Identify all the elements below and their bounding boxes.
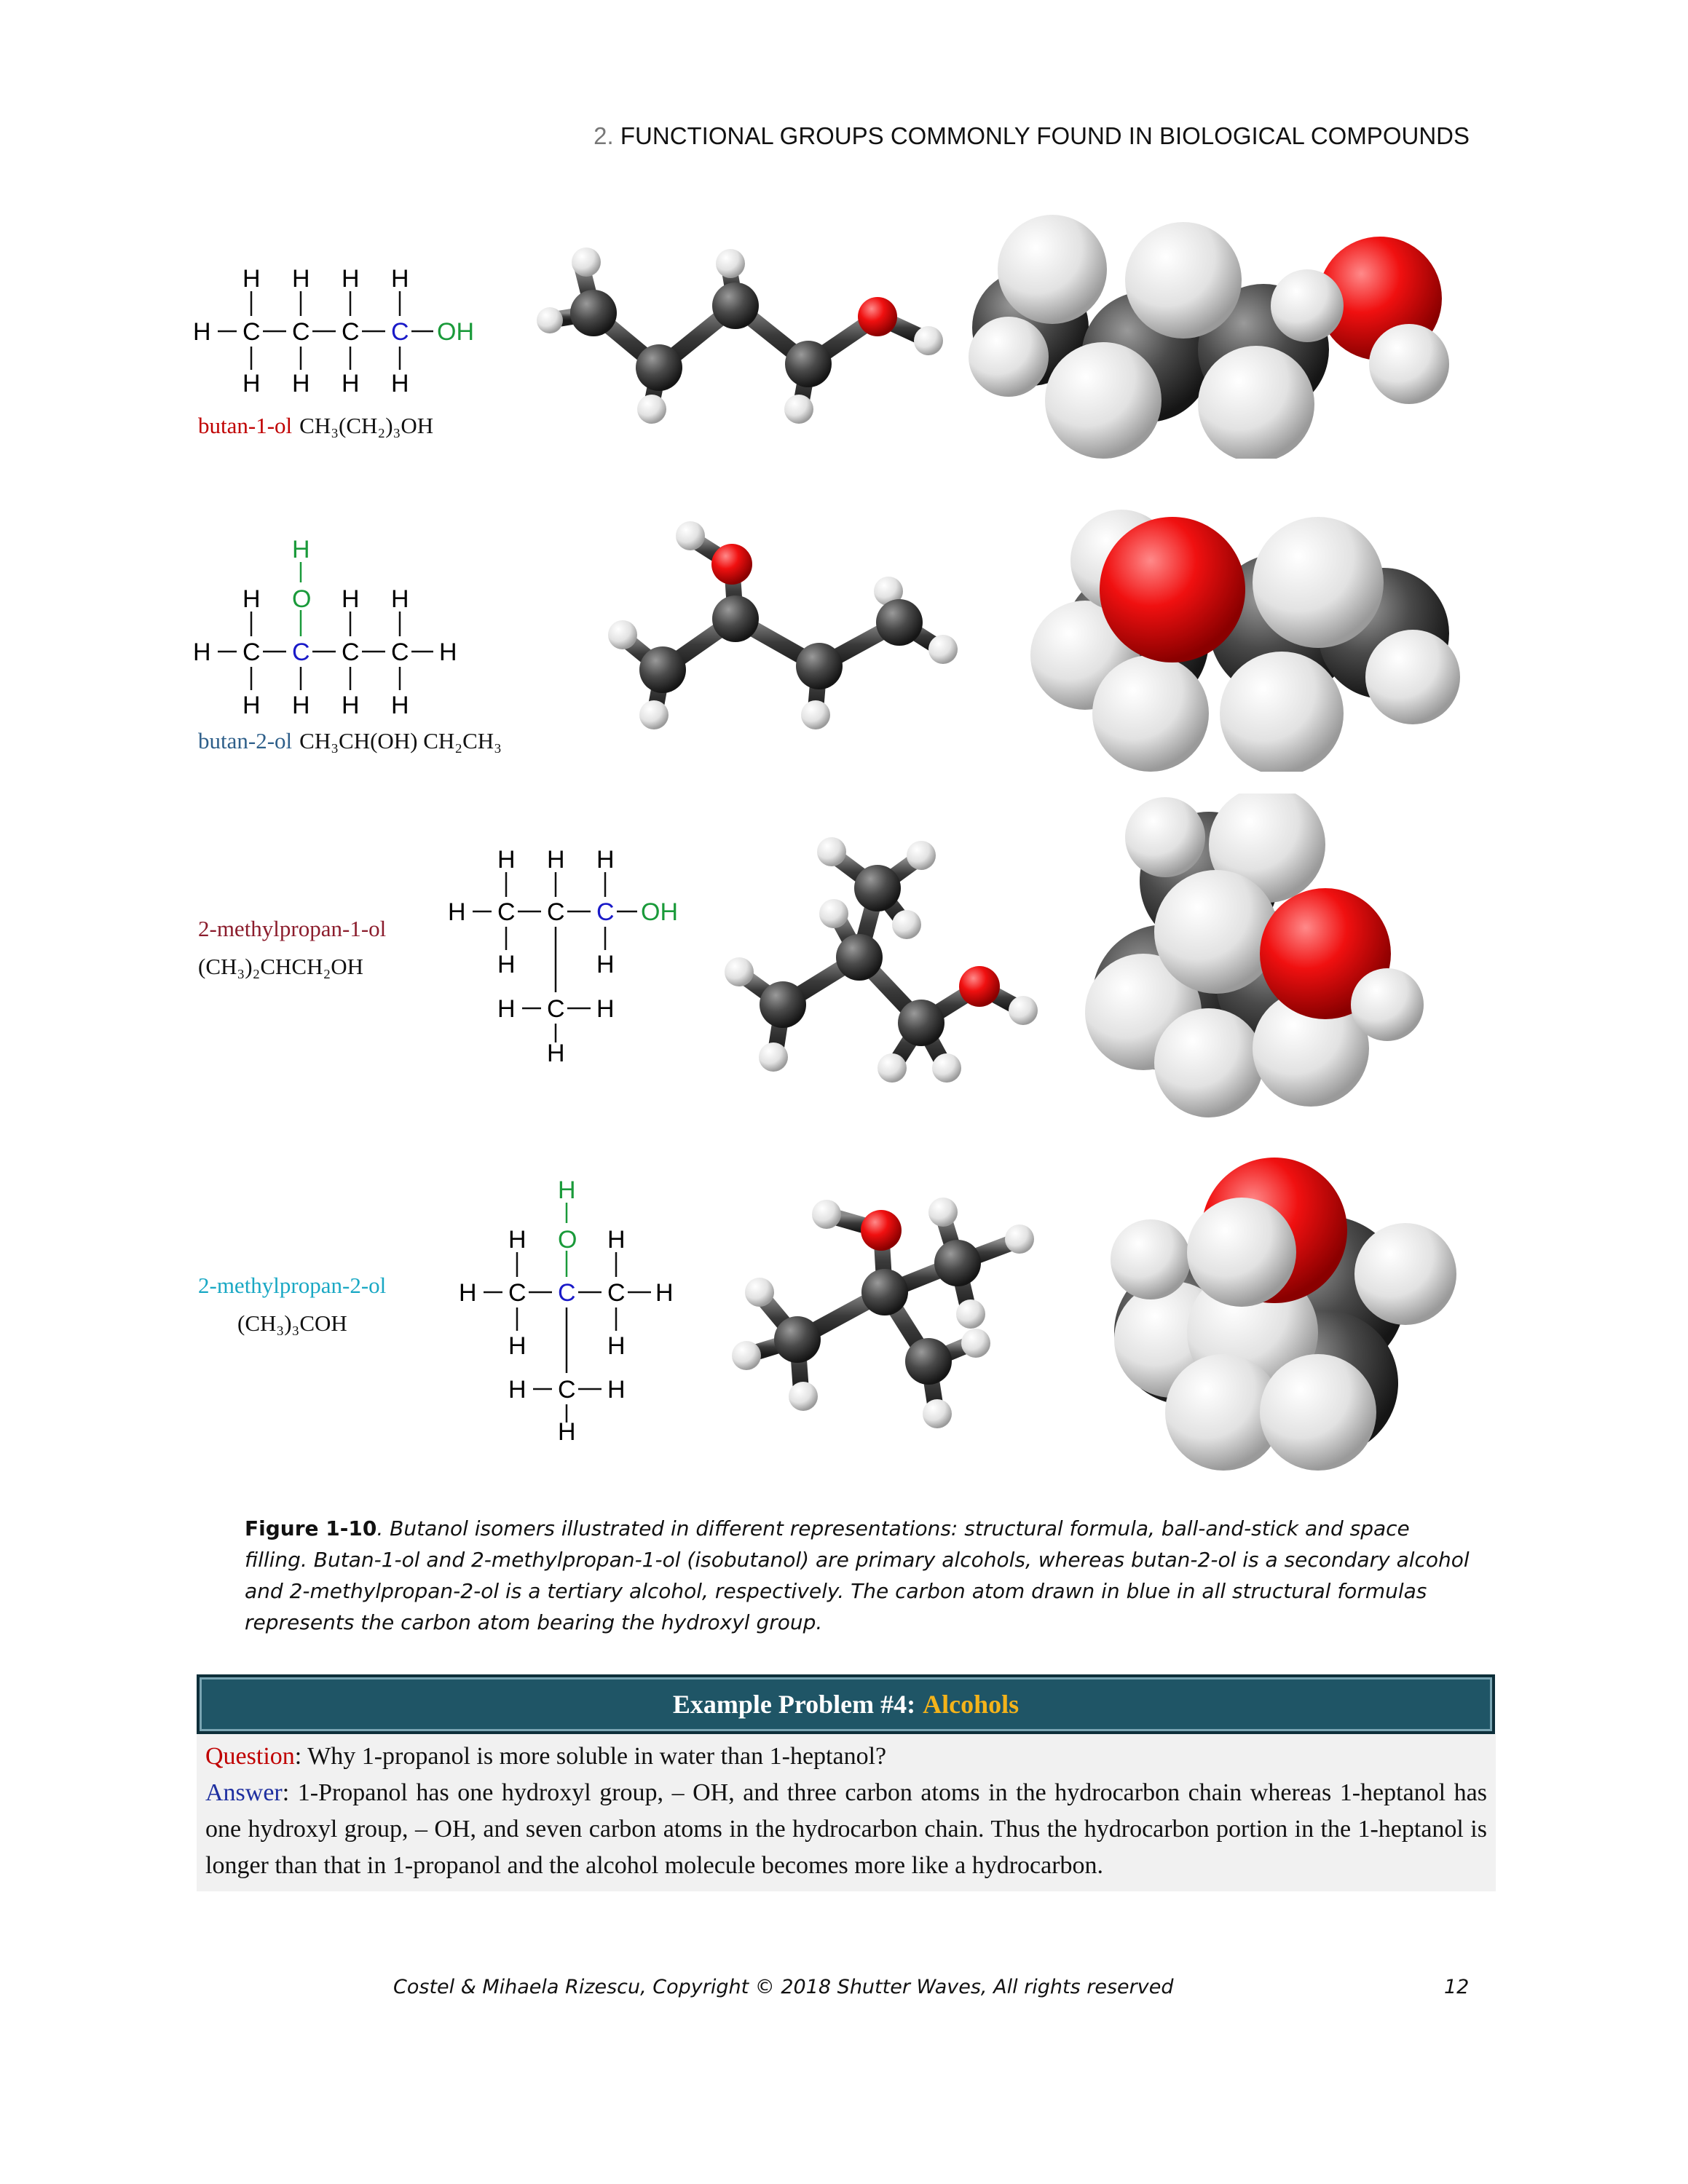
example-problem-banner xyxy=(197,1674,1495,1734)
atom-o: O xyxy=(292,585,312,613)
figure-caption-text: . Butanol isomers illustrated in different representations: structural formula, ball-and-stick and space filling. Butan-1-ol and 2-methylpropan-1-ol (isobutanol) are primary alcohols, whereas butan-2-ol is a secondary alcohol and 2-methylpropan-2-ol is a tertiary alcohol, respectively. The carbon atom drawn in blue in all structural formulas represents the carbon atom bearing the hydroxyl group. xyxy=(245,1516,1470,1634)
atom-h-hydroxyl: H xyxy=(558,1176,576,1204)
atom-c: C xyxy=(391,638,409,666)
atom-c: C xyxy=(242,638,261,666)
atom-h: H xyxy=(508,1376,526,1404)
structural-formula-butan-2-ol xyxy=(186,531,521,728)
atom-h: H xyxy=(547,846,565,874)
example-topic: Alcohols xyxy=(923,1690,1019,1719)
atom-h: H xyxy=(439,638,457,666)
molecule-label-3 xyxy=(198,916,386,980)
atom-h: H xyxy=(607,1332,626,1360)
atom-c: C xyxy=(342,318,360,346)
atom-h: H xyxy=(655,1279,674,1307)
atom-h: H xyxy=(242,692,261,719)
atom-c: C xyxy=(547,995,565,1023)
atom-h: H xyxy=(508,1332,526,1360)
atom-h: H xyxy=(342,585,360,613)
ball-and-stick-2-methylpropan-1-ol xyxy=(699,823,1049,1099)
atom-h: H xyxy=(242,265,261,293)
figure-label: Figure 1-10 xyxy=(245,1516,377,1540)
atom-c: C xyxy=(497,898,516,926)
ball-and-stick-butan-1-ol xyxy=(535,240,965,437)
page-header xyxy=(593,122,1470,150)
atom-h: H xyxy=(596,995,615,1023)
atom-h: H xyxy=(508,1226,526,1254)
molecule-name: 2-methylpropan-1-ol xyxy=(198,916,387,941)
molecule-formula: (CH₃)₂CHCH₂OH xyxy=(198,954,364,979)
atom-c: C xyxy=(342,638,360,666)
space-filling-2-methylpropan-2-ol xyxy=(1085,1150,1478,1478)
footer-copyright: Costel & Mihaela Rizescu, Copyright © 2018 Shutter Waves, All rights reserved xyxy=(393,1976,1174,1998)
molecule-formula: (CH₃)₃COH xyxy=(237,1310,347,1336)
atom-c: C xyxy=(547,898,565,926)
atom-c-carbinol: C xyxy=(292,638,310,666)
atom-h: H xyxy=(547,1040,565,1063)
figure-caption xyxy=(245,1513,1475,1638)
atom-h: H xyxy=(292,265,310,293)
atom-c: C xyxy=(607,1279,626,1307)
structural-formula-2-methylpropan-1-ol xyxy=(441,844,717,1063)
atom-h: H xyxy=(391,692,409,719)
atom-h: H xyxy=(292,370,310,393)
atom-c: C xyxy=(508,1279,526,1307)
atom-h: H xyxy=(242,370,261,393)
structural-formula-2-methylpropan-2-ol xyxy=(451,1172,699,1441)
atom-h: H xyxy=(607,1376,626,1404)
space-filling-2-methylpropan-1-ol xyxy=(1063,794,1471,1128)
page-number: 12 xyxy=(1444,1976,1470,1998)
molecule-name: 2-methylpropan-2-ol xyxy=(198,1273,387,1298)
atom-h: H xyxy=(342,265,360,293)
atom-h: H xyxy=(459,1279,477,1307)
space-filling-butan-2-ol xyxy=(1005,480,1471,772)
atom-c: C xyxy=(558,1376,576,1404)
chapter-title: FUNCTIONAL GROUPS COMMONLY FOUND IN BIOLOGICAL COMPOUNDS xyxy=(620,122,1470,149)
answer xyxy=(205,1775,1487,1884)
question-text: : Why 1-propanol is more soluble in water than 1-heptanol? xyxy=(294,1743,887,1770)
atom-c-carbinol: C xyxy=(391,318,409,346)
ball-and-stick-butan-2-ol xyxy=(590,510,969,743)
atom-h: H xyxy=(391,265,409,293)
space-filling-butan-1-ol xyxy=(965,211,1475,459)
atom-c: C xyxy=(292,318,310,346)
atom-h: H xyxy=(193,318,211,346)
atom-h: H xyxy=(497,951,516,978)
structural-formula-butan-1-ol xyxy=(186,262,521,393)
atom-h: H xyxy=(242,585,261,613)
question xyxy=(205,1738,1487,1775)
atom-h: H xyxy=(607,1226,626,1254)
atom-h: H xyxy=(596,846,615,874)
chapter-number: 2. xyxy=(593,122,614,149)
atom-h: H xyxy=(497,995,516,1023)
example-qa-box xyxy=(197,1734,1496,1891)
molecule-label-4 xyxy=(198,1273,386,1337)
atom-c: C xyxy=(242,318,261,346)
atom-h: H xyxy=(497,846,516,874)
atom-c-carbinol: C xyxy=(596,898,615,926)
atom-h: H xyxy=(391,585,409,613)
atom-h: H xyxy=(193,638,211,666)
atom-h: H xyxy=(391,370,409,393)
atom-o: O xyxy=(558,1226,577,1254)
atom-h: H xyxy=(448,898,466,926)
atom-h-hydroxyl: H xyxy=(292,536,310,563)
ball-and-stick-2-methylpropan-2-ol xyxy=(717,1165,1067,1449)
molecule-label-2 xyxy=(198,728,502,754)
atom-oh: OH xyxy=(437,318,474,346)
atom-oh: OH xyxy=(641,898,678,926)
molecule-label-1 xyxy=(198,413,433,439)
molecule-name: butan-2-ol xyxy=(198,728,293,753)
molecule-formula: CH₃CH(OH) CH₂CH₃ xyxy=(299,728,502,753)
atom-h: H xyxy=(596,951,615,978)
atom-h: H xyxy=(292,692,310,719)
example-title: Example Problem #4: xyxy=(672,1690,916,1719)
atom-h: H xyxy=(342,370,360,393)
question-label: Question xyxy=(205,1743,295,1770)
atom-h: H xyxy=(342,692,360,719)
molecule-name: butan-1-ol xyxy=(198,413,293,438)
molecule-formula: CH₃(CH₂)₃OH xyxy=(299,413,434,438)
answer-label: Answer xyxy=(205,1779,283,1806)
atom-h: H xyxy=(558,1418,576,1441)
atom-c-carbinol: C xyxy=(558,1279,576,1307)
answer-text: : 1-Propanol has one hydroxyl group, – OH, and three carbon atoms in the hydrocarbon chain whereas 1-heptanol has one hydroxyl group, – OH, and seven carbon atoms in the hydrocarbon chain. Thus the hydrocarbon portion in the 1-heptanol is longer than that in 1-propanol and the alcohol molecule becomes more like a hydrocarbon. xyxy=(205,1779,1487,1879)
